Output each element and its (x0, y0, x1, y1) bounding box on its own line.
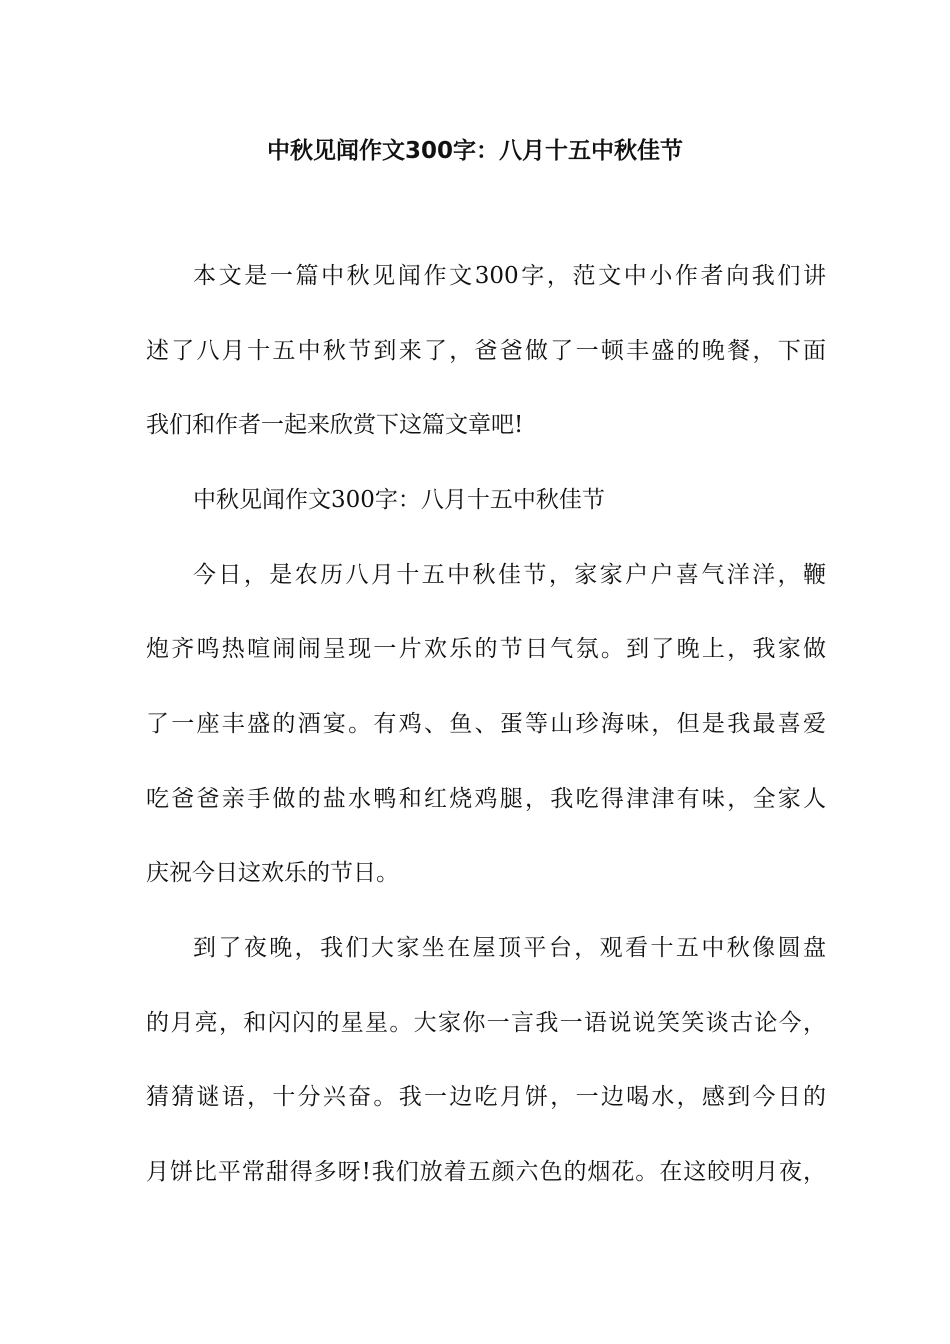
paragraph-line: 我们和作者一起来欣赏下这篇文章吧! (146, 412, 524, 438)
paragraph-line: 述了八月十五中秋节到来了，爸爸做了一顿丰盛的晚餐，下面 (146, 338, 826, 364)
paragraph-line: 庆祝今日这欢乐的节日。 (146, 860, 399, 886)
paragraph-line: 炮齐鸣热喧闹闹呈现一片欢乐的节日气氛。到了晚上，我家做 (146, 636, 826, 662)
paragraph-line: 本文是一篇中秋见闻作文300字，范文中小作者向我们讲 (193, 263, 826, 289)
paragraph-line: 到了夜晚，我们大家坐在屋顶平台，观看十五中秋像圆盘 (193, 935, 826, 961)
section-heading: 中秋见闻作文300字：八月十五中秋佳节 (193, 487, 605, 513)
paragraph-line: 月饼比平常甜得多呀!我们放着五颜六色的烟花。在这皎明月夜， (146, 1159, 826, 1185)
paragraph-line: 猜猜谜语，十分兴奋。我一边吃月饼，一边喝水，感到今日的 (146, 1084, 826, 1110)
paragraph-line: 了一座丰盛的酒宴。有鸡、鱼、蛋等山珍海味，但是我最喜爱 (146, 711, 826, 737)
paragraph-line: 的月亮，和闪闪的星星。大家你一言我一语说说笑笑谈古论今， (146, 1010, 826, 1036)
document-title: 中秋见闻作文300字：八月十五中秋佳节 (266, 138, 683, 164)
paragraph-line: 今日，是农历八月十五中秋佳节，家家户户喜气洋洋，鞭 (193, 562, 826, 588)
paragraph-line: 吃爸爸亲手做的盐水鸭和红烧鸡腿，我吃得津津有味，全家人 (146, 786, 826, 812)
